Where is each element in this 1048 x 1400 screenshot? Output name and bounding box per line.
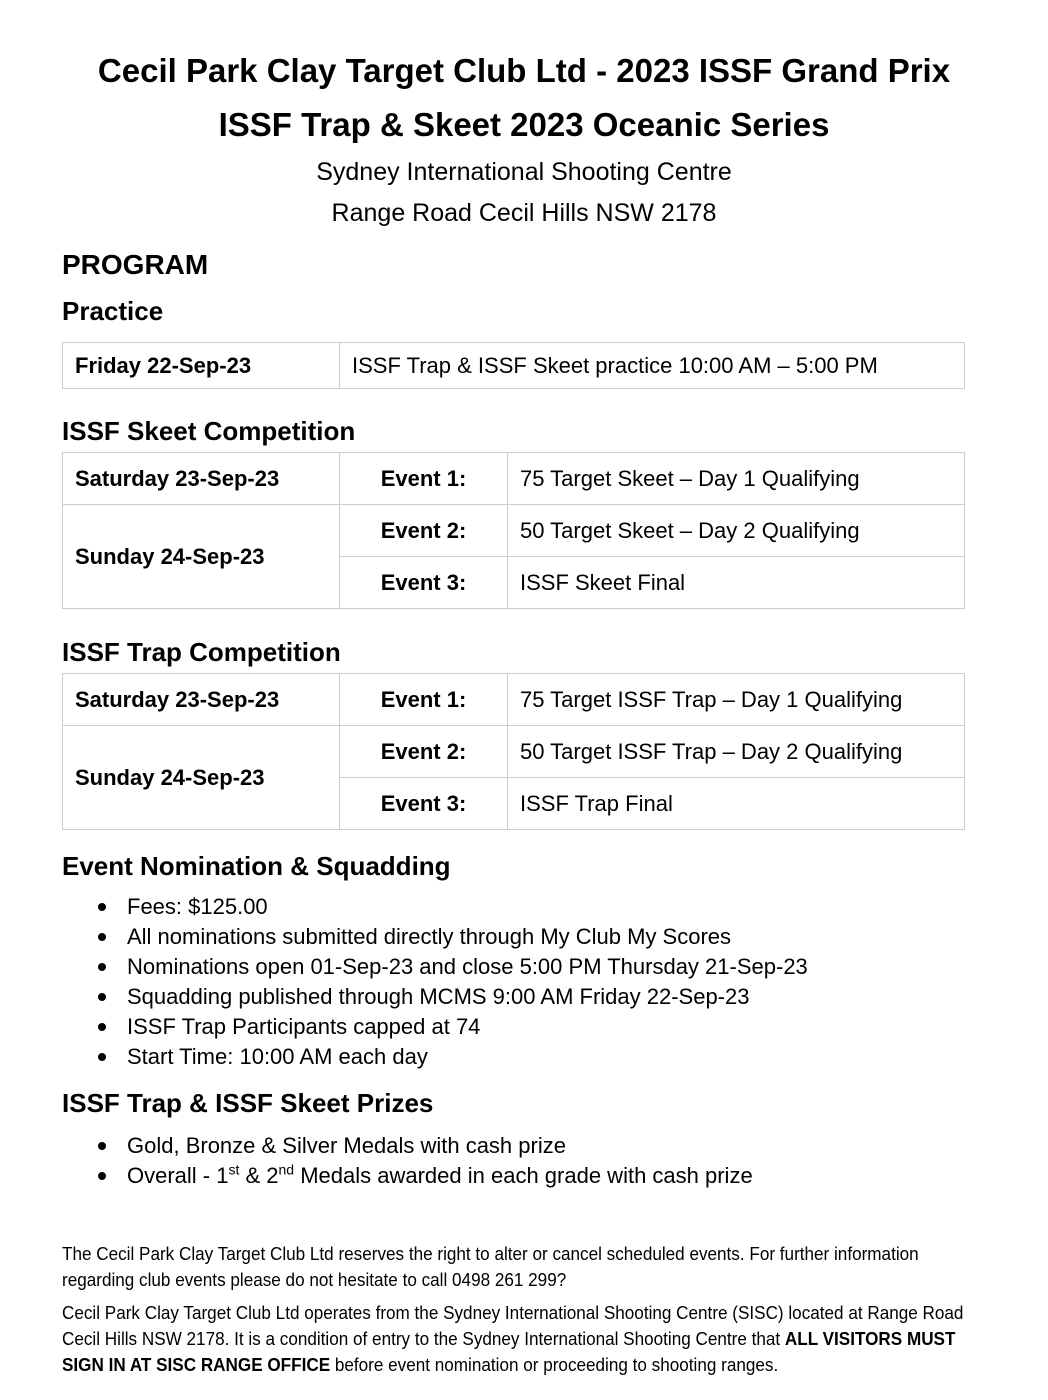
description-cell: ISSF Trap Final xyxy=(508,778,965,830)
description-cell: 75 Target ISSF Trap – Day 1 Qualifying xyxy=(508,674,965,726)
list-item: Gold, Bronze & Silver Medals with cash prize xyxy=(62,1131,965,1161)
list-item: Fees: $125.00 xyxy=(62,892,965,922)
list-item: ISSF Trap Participants capped at 74 xyxy=(62,1012,965,1042)
table-row xyxy=(63,343,965,389)
event-cell: Event 2: xyxy=(340,726,508,778)
practice-date-cell: Friday 22-Sep-23 xyxy=(63,343,340,389)
program-heading: PROGRAM xyxy=(62,249,209,280)
footnote-para-1: The Cecil Park Clay Target Club Ltd reserves the right to alter or cancel scheduled events. For further information regarding club events please do not hesitate to call 0498 261 299? xyxy=(62,1243,919,1290)
practice-description-cell: ISSF Trap & ISSF Skeet practice 10:00 AM – 5:00 PM xyxy=(340,343,965,389)
document-body xyxy=(0,248,1048,1378)
page-title-line1: Cecil Park Clay Target Club Ltd - 2023 ISSF Grand Prix xyxy=(97,52,951,89)
event-cell: Event 3: xyxy=(340,557,508,609)
skeet-competition-heading: ISSF Skeet Competition xyxy=(62,416,356,446)
prizes-heading: ISSF Trap & ISSF Skeet Prizes xyxy=(62,1088,434,1118)
practice-heading: Practice xyxy=(62,296,164,326)
list-item: Start Time: 10:00 AM each day xyxy=(62,1042,965,1072)
description-cell: 50 Target Skeet – Day 2 Qualifying xyxy=(508,505,965,557)
practice-table xyxy=(62,342,965,389)
description-cell: 50 Target ISSF Trap – Day 2 Qualifying xyxy=(508,726,965,778)
date-cell: Saturday 23-Sep-23 xyxy=(63,674,340,726)
prize-text-post: Medals awarded in each grade with cash prize xyxy=(294,1163,753,1188)
date-cell: Sunday 24-Sep-23 xyxy=(63,726,340,830)
list-item: Squadding published through MCMS 9:00 AM Friday 22-Sep-23 xyxy=(62,982,965,1012)
table-row xyxy=(63,453,965,505)
trap-competition-table xyxy=(62,673,965,830)
nomination-bullet-list xyxy=(62,892,965,1072)
prize-text-mid: & 2 xyxy=(239,1163,279,1188)
event-cell: Event 1: xyxy=(340,674,508,726)
event-cell: Event 2: xyxy=(340,505,508,557)
date-cell: Sunday 24-Sep-23 xyxy=(63,505,340,609)
list-item: All nominations submitted directly through My Club My Scores xyxy=(62,922,965,952)
table-row xyxy=(63,674,965,726)
ordinal-superscript: st xyxy=(228,1161,240,1178)
date-cell: Saturday 23-Sep-23 xyxy=(63,453,340,505)
skeet-competition-table xyxy=(62,452,965,609)
page-title-line2: ISSF Trap & Skeet 2023 Oceanic Series xyxy=(218,106,830,143)
list-item xyxy=(62,1161,965,1191)
prize-text-pre: Overall - 1 xyxy=(127,1163,229,1188)
footnote-para-2 xyxy=(62,1300,964,1378)
description-cell: ISSF Skeet Final xyxy=(508,557,965,609)
venue-address: Range Road Cecil Hills NSW 2178 xyxy=(331,199,717,227)
nomination-heading: Event Nomination & Squadding xyxy=(62,851,451,881)
description-cell: 75 Target Skeet – Day 1 Qualifying xyxy=(508,453,965,505)
document-header xyxy=(0,0,1048,234)
list-item: Nominations open 01-Sep-23 and close 5:00 PM Thursday 21-Sep-23 xyxy=(62,952,965,982)
prizes-bullet-list xyxy=(62,1131,965,1191)
footnote-text-pre: Cecil Park Clay Target Club Ltd operates from the Sydney International Shooting Centre (SISC) located at Range Road Cecil Hills NSW 2178. It is a condition of entry to the Sydney International Shooting Centre that xyxy=(62,1302,964,1349)
footnote-bold-warning: ALL VISITORS MUST SIGN IN AT SISC RANGE OFFICE xyxy=(62,1328,956,1375)
trap-competition-heading: ISSF Trap Competition xyxy=(62,637,341,667)
venue-name: Sydney International Shooting Centre xyxy=(316,158,732,186)
event-cell: Event 1: xyxy=(340,453,508,505)
table-row xyxy=(63,726,965,778)
table-row xyxy=(63,505,965,557)
event-cell: Event 3: xyxy=(340,778,508,830)
ordinal-superscript: nd xyxy=(278,1161,295,1178)
footnote xyxy=(62,1241,964,1378)
footnote-text-post: before event nomination or proceeding to shooting ranges. xyxy=(330,1354,779,1375)
